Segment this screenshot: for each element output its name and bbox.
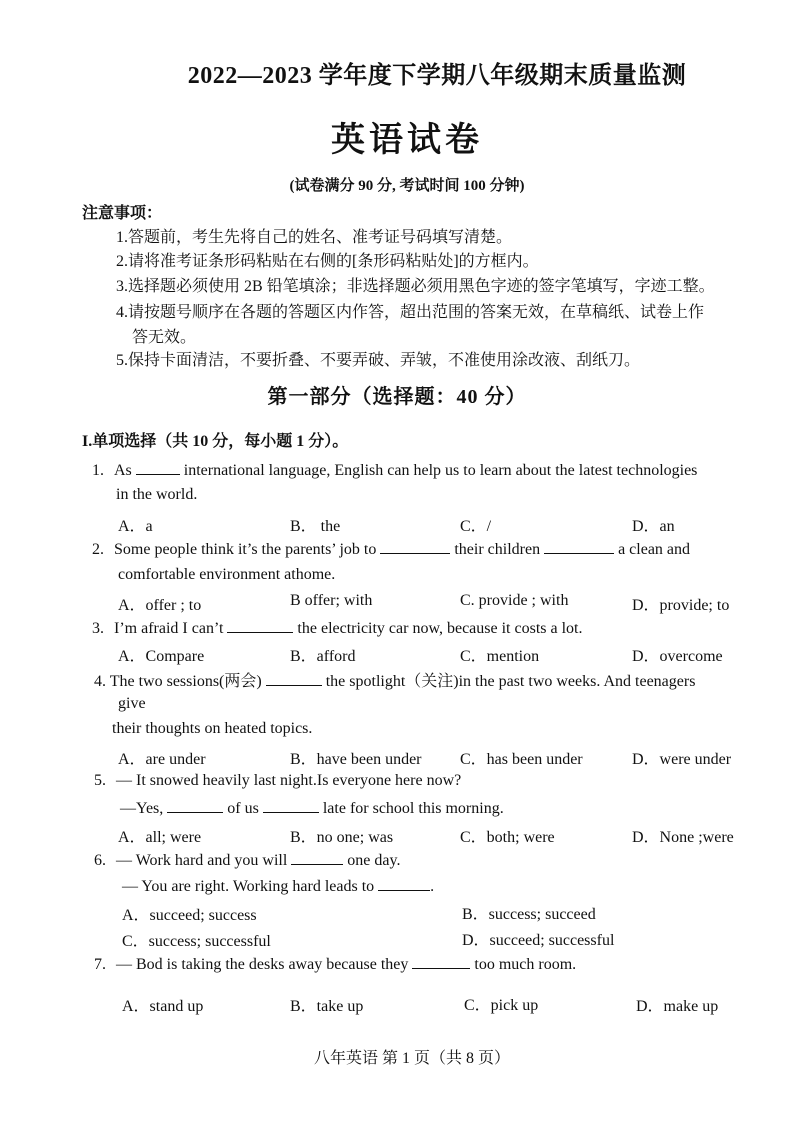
question-number: 4.	[94, 673, 106, 690]
section-title: 第一部分（选择题：40 分）	[267, 386, 527, 408]
question-number: 3.	[92, 620, 104, 637]
option-d: D．make up	[636, 998, 719, 1015]
option-d: D．were under	[632, 751, 732, 768]
answer-blank	[380, 539, 450, 554]
option-d: D．an	[632, 518, 675, 535]
option-a: A．stand up	[122, 998, 204, 1015]
option-b: B．take up	[290, 998, 364, 1015]
option-c: C. provide ; with	[460, 592, 569, 609]
option-c: C．/	[460, 518, 492, 535]
question-4-line3: their thoughts on heated topics.	[112, 720, 313, 737]
option-a: A．offer ; to	[118, 597, 202, 614]
option-b: B offer; with	[290, 592, 373, 609]
answer-blank	[544, 539, 614, 554]
option-b: B．success; succeed	[462, 906, 596, 923]
answer-blank	[136, 460, 180, 475]
answer-blank	[378, 876, 430, 891]
option-c: C．has been under	[460, 751, 583, 768]
question-number: 6.	[94, 852, 106, 869]
option-d: D．overcome	[632, 648, 723, 665]
exam-info: (试卷满分 90 分, 考试时间 100 分钟)	[289, 178, 525, 194]
option-a: A．succeed; success	[122, 907, 257, 924]
question-2-line2: comfortable environment athome.	[118, 566, 336, 583]
option-c: C．success; successful	[122, 933, 271, 950]
answer-blank	[227, 618, 293, 633]
question-6-line2: — You are right. Working hard leads to .	[122, 878, 435, 895]
notes-heading: 注意事项：	[82, 205, 163, 222]
answer-blank	[167, 798, 223, 813]
question-1-line2: in the world.	[116, 486, 198, 503]
question-number: 7.	[94, 956, 106, 973]
question-4-line2: give	[118, 695, 146, 712]
page-footer: 八年英语 第 1 页（共 8 页）	[313, 1050, 510, 1067]
option-a: A．all; were	[118, 829, 202, 846]
option-c: C．pick up	[464, 997, 539, 1014]
option-c: C．both; were	[460, 829, 555, 846]
question-number: 2.	[92, 541, 104, 558]
option-a: A．Compare	[118, 648, 205, 665]
question-3: 3. I’m afraid I can’t the electricity car now, because it costs a lot.	[92, 620, 583, 637]
option-b: B．have been under	[290, 751, 422, 768]
question-4: 4. The two sessions(两会) the spotlight（关注)in the past two weeks. And teenagers	[94, 673, 696, 690]
option-b: B． the	[290, 518, 341, 535]
option-d: D．provide; to	[632, 597, 730, 614]
option-b: B．afford	[290, 648, 356, 665]
answer-blank	[266, 671, 322, 686]
note-item: 4.请按题号顺序在各题的答题区内作答，超出范围的答案无效，在草稿纸、试卷上作	[116, 304, 705, 321]
question-6: 6. — Work hard and you will one day.	[94, 852, 401, 869]
option-d: D．None ;were	[632, 829, 734, 846]
exam-header-title: 2022—2023 学年度下学期八年级期末质量监测	[187, 63, 687, 89]
question-2: 2. Some people think it’s the parents’ job to their children a clean and	[92, 541, 691, 558]
option-d: D．succeed; successful	[462, 932, 615, 949]
note-item: 1.答题前，考生先将自己的姓名、准考证号码填写清楚。	[116, 229, 513, 246]
answer-blank	[263, 798, 319, 813]
subject-title: 英语试卷	[331, 122, 483, 159]
question-1: 1. As international language, English can help us to learn about the latest technologies	[92, 462, 698, 479]
answer-blank	[291, 850, 343, 865]
question-5-line2: —Yes, of us late for school this morning.	[120, 800, 504, 817]
note-item: 2.请将准考证条形码粘贴在右侧的[条形码粘贴处]的方框内。	[116, 253, 539, 270]
note-item: 5.保持卡面清洁，不要折叠、不要弄破、弄皱，不准使用涂改液、刮纸刀。	[116, 352, 641, 369]
note-item: 3.选择题必须使用 2B 铅笔填涂；非选择题必须用黑色字迹的签字笔填写，字迹工整。	[116, 278, 715, 295]
question-number: 5.	[94, 772, 106, 789]
question-5: 5. — It snowed heavily last night.Is everyone here now?	[94, 772, 462, 789]
option-a: A．are under	[118, 751, 206, 768]
part1-heading: I.单项选择（共 10 分，每小题 1 分）。	[82, 433, 349, 450]
answer-blank	[412, 954, 470, 969]
option-b: B．no one; was	[290, 829, 394, 846]
option-a: A．a	[118, 518, 153, 535]
question-7: 7. — Bod is taking the desks away because they too much room.	[94, 956, 577, 973]
question-number: 1.	[92, 462, 104, 479]
note-item: 答无效。	[132, 329, 197, 346]
option-c: C．mention	[460, 648, 540, 665]
